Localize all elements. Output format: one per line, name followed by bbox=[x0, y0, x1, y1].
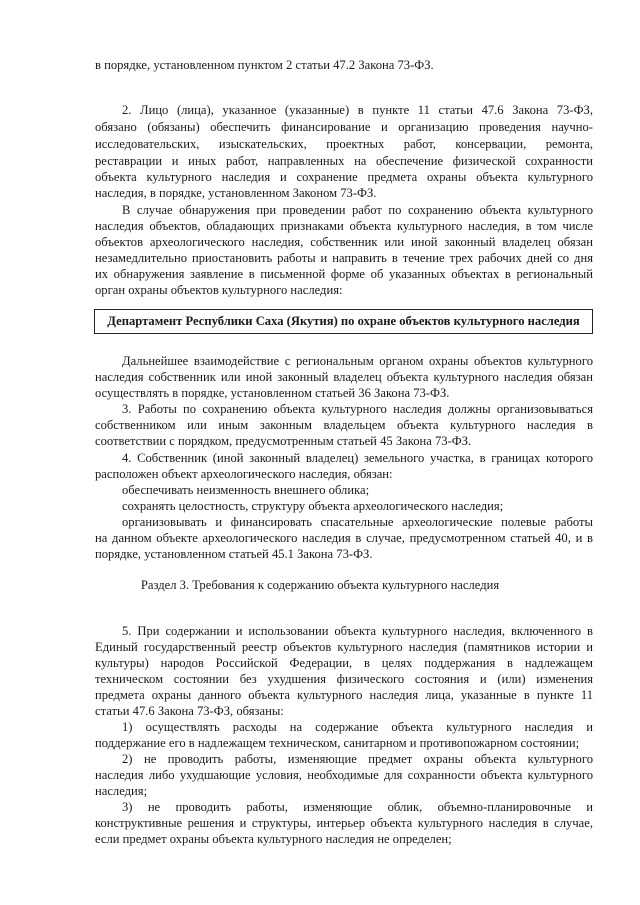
department-box bbox=[94, 309, 593, 334]
list-item-2-line: 2) не проводить работы, изменяющие предмет охраны объекта культурного bbox=[122, 752, 593, 766]
paragraph-3-line: 3. Работы по сохранению объекта культурного наследия должны организовываться bbox=[122, 402, 593, 416]
paragraph-4-rescue-line: организовывать и финансировать спасательные археологические полевые работы bbox=[122, 515, 593, 529]
paragraph-5-line: предмета охраны данного объекта культурного наследия лица, указанные в пункте 11 bbox=[95, 688, 593, 702]
paragraph-3-line: собственником или иным законным владельцем объекта культурного наследия в bbox=[95, 418, 593, 432]
paragraph-3-line: соответствии с порядком, предусмотренным статьей 45 Закона 73-ФЗ. bbox=[95, 434, 472, 448]
paragraph-4-rescue-line: порядке, установленном статьей 45.1 Закона 73-ФЗ. bbox=[95, 547, 373, 561]
paragraph-5-line: Единый государственный реестр объектов культурного наследия (памятников истории и bbox=[95, 640, 593, 654]
paragraph-2-line: 2. Лицо (лица), указанное (указанные) в пункте 11 статьи 47.6 Закона 73-ФЗ, bbox=[122, 103, 593, 117]
paragraph-5-line: техническом состоянии без ухудшения физического состояния и (или) изменения bbox=[95, 672, 593, 686]
list-item-2-line: наследия; bbox=[95, 784, 148, 798]
interaction-paragraph-line: наследия собственник или иной законный владелец объекта культурного наследия обязан bbox=[95, 370, 593, 384]
paragraph-4-item: обеспечивать неизменность внешнего облика; bbox=[122, 483, 370, 497]
paragraph-5-line: 5. При содержании и использовании объекта культурного наследия, включенного в bbox=[122, 624, 593, 638]
paragraph-4-line: 4. Собственник (иной законный владелец) земельного участка, в границах которого bbox=[122, 451, 593, 465]
discovery-paragraph-line: незамедлительно приостановить работы и направить в течение трех рабочих дней со дня bbox=[95, 251, 593, 265]
paragraph-2-line: наследия, в порядке, установленном Законом 73-ФЗ. bbox=[95, 186, 377, 200]
paragraph-5-line: статьи 47.6 Закона 73-ФЗ, обязаны: bbox=[95, 704, 284, 718]
paragraph-2-line: исследовательских, изыскательских, проектных работ, консервации, ремонта, bbox=[95, 137, 593, 151]
paragraph-2-line: реставрации и иных работ, направленных на обеспечение физической сохранности bbox=[95, 154, 593, 168]
paragraph-4-item: сохранять целостность, структуру объекта археологического наследия; bbox=[122, 499, 504, 513]
list-item-3-line: 3) не проводить работы, изменяющие облик, объемно-планировочные и bbox=[122, 800, 593, 814]
continuation-line: в порядке, установленном пунктом 2 статьи 47.2 Закона 73-ФЗ. bbox=[95, 58, 434, 72]
section-3-title: Раздел 3. Требования к содержанию объекта культурного наследия bbox=[140, 578, 500, 592]
interaction-paragraph-line: Дальнейшее взаимодействие с региональным органом охраны объектов культурного bbox=[122, 354, 593, 368]
paragraph-2-line: обязано (обязаны) обеспечить финансирование и организацию проведения научно- bbox=[95, 120, 593, 134]
discovery-paragraph-line: орган охраны объектов культурного наследия: bbox=[95, 283, 343, 297]
list-item-1-line: поддержание его в надлежащем техническом, санитарном и противопожарном состоянии; bbox=[95, 736, 580, 750]
list-item-3-line: конструктивные решения и структуры, интерьер объекта культурного наследия в случае, bbox=[95, 816, 593, 830]
paragraph-4-rescue-line: на данном объекте археологического наследия в случае, предусмотренном статьей 40, и в bbox=[95, 531, 593, 545]
list-item-3-line: если предмет охраны объекта культурного наследия не определен; bbox=[95, 832, 452, 846]
paragraph-2-line: объекта культурного наследия и сохранение предмета охраны объекта культурного bbox=[95, 170, 593, 184]
discovery-paragraph-line: их обнаружения заявление в письменной форме об указанных объектах в региональный bbox=[95, 267, 593, 281]
interaction-paragraph-line: осуществлять в порядке, установленном статьей 36 Закона 73-ФЗ. bbox=[95, 386, 450, 400]
discovery-paragraph-line: В случае обнаружения при проведении работ по сохранению объекта культурного bbox=[122, 203, 593, 217]
list-item-2-line: наследия либо ухудшающие условия, необходимые для сохранности объекта культурного bbox=[95, 768, 593, 782]
list-item-1-line: 1) осуществлять расходы на содержание объекта культурного наследия и bbox=[122, 720, 593, 734]
discovery-paragraph-line: объектов археологического наследия, собственник или иной законный владелец обязан bbox=[95, 235, 593, 249]
paragraph-5-line: культуры) народов Российской Федерации, в целях поддержания в надлежащем bbox=[95, 656, 593, 670]
discovery-paragraph-line: наследия объектов, обладающих признаками объекта культурного наследия, в том числе bbox=[95, 219, 593, 233]
paragraph-4-line: расположен объект археологического наследия, обязан: bbox=[95, 467, 393, 481]
department-name: Департамент Республики Саха (Якутия) по охране объектов культурного наследия bbox=[107, 314, 580, 328]
